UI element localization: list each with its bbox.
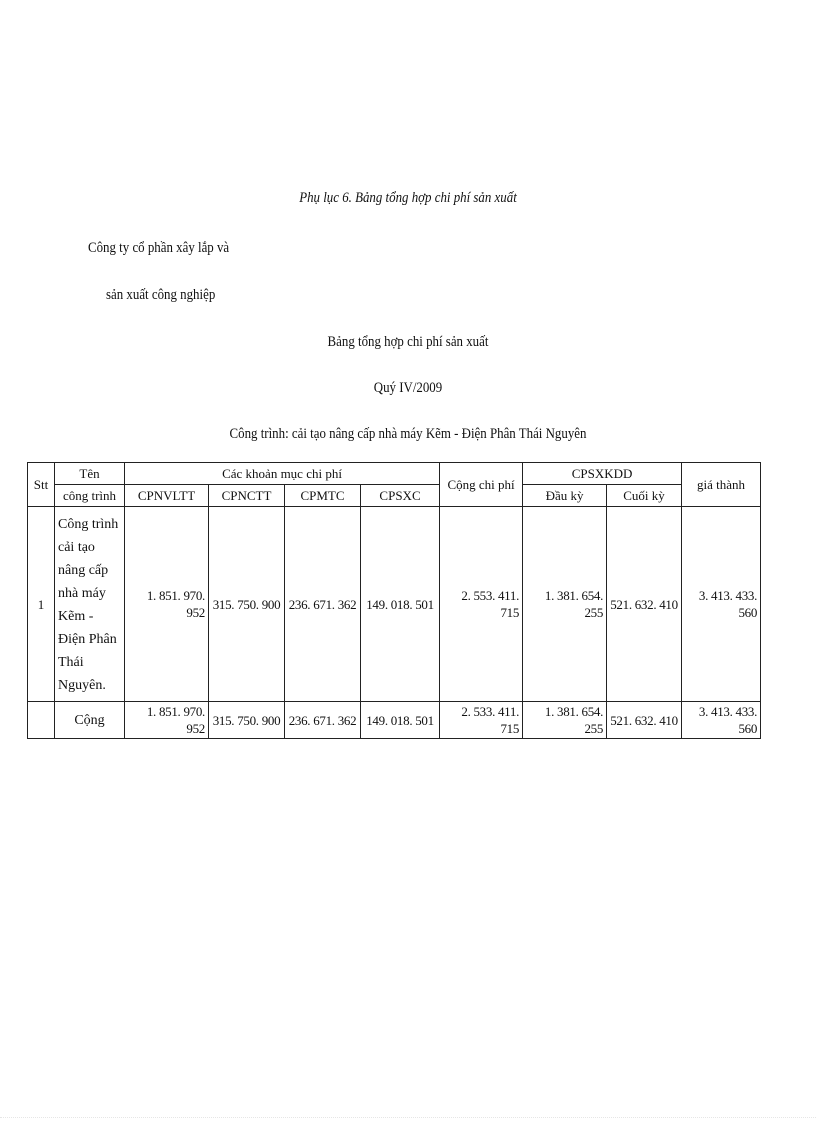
total-dau-ky: 1. 381. 654. 255 bbox=[523, 702, 607, 739]
header-row-1 bbox=[28, 463, 761, 485]
header-cpsxkdd: CPSXKDD bbox=[523, 463, 682, 485]
header-stt: Stt bbox=[28, 463, 55, 507]
appendix-title: Phụ lục 6. Bảng tổng hợp chi phí sản xuất bbox=[299, 190, 517, 206]
header-ten: Tên bbox=[55, 463, 125, 485]
total-cpnvltt: 1. 851. 970. 952 bbox=[125, 702, 209, 739]
header-gia-thanh: giá thành bbox=[682, 463, 761, 507]
report-period: Quý IV/2009 bbox=[373, 380, 443, 396]
page-bottom-rule bbox=[0, 1117, 816, 1119]
total-stt bbox=[28, 702, 55, 739]
cell-project-name: Công trình cải tạo nâng cấp nhà máy Kẽm - Điện Phân Thái Nguyên. bbox=[55, 507, 125, 702]
cell-cpnvltt: 1. 851. 970. 952 bbox=[125, 507, 209, 702]
header-cpmtc: CPMTC bbox=[285, 485, 361, 507]
total-row bbox=[28, 702, 761, 739]
total-cuoi-ky: 521. 632. 410 bbox=[607, 702, 682, 739]
total-cpnctt: 315. 750. 900 bbox=[209, 702, 285, 739]
total-label: Cộng bbox=[55, 702, 125, 739]
production-cost-table bbox=[27, 462, 761, 739]
header-row-2 bbox=[28, 485, 761, 507]
cell-cpnctt: 315. 750. 900 bbox=[209, 507, 285, 702]
header-dau-ky: Đầu kỳ bbox=[523, 485, 607, 507]
header-cong-trinh: công trình bbox=[55, 485, 125, 507]
header-cuoi-ky: Cuối kỳ bbox=[607, 485, 682, 507]
header-cpsxc: CPSXC bbox=[361, 485, 440, 507]
cell-cuoi-ky: 521. 632. 410 bbox=[607, 507, 682, 702]
cell-dau-ky: 1. 381. 654. 255 bbox=[523, 507, 607, 702]
cell-cpmtc: 236. 671. 362 bbox=[285, 507, 361, 702]
total-cong-chi-phi: 2. 533. 411. 715 bbox=[440, 702, 523, 739]
company-name-line-2: sản xuất công nghiệp bbox=[106, 287, 216, 303]
total-cpsxc: 149. 018. 501 bbox=[361, 702, 440, 739]
company-name-line-1: Công ty cổ phần xây lắp và bbox=[88, 240, 230, 256]
header-cpnvltt: CPNVLTT bbox=[125, 485, 209, 507]
report-title: Bảng tổng hợp chi phí sản xuất bbox=[327, 334, 489, 350]
project-line: Công trình: cải tạo nâng cấp nhà máy Kẽm - Điện Phân Thái Nguyên bbox=[229, 426, 587, 442]
cell-cong-chi-phi: 2. 553. 411. 715 bbox=[440, 507, 523, 702]
cell-cpsxc: 149. 018. 501 bbox=[361, 507, 440, 702]
cell-gia-thanh: 3. 413. 433. 560 bbox=[682, 507, 761, 702]
cell-stt: 1 bbox=[28, 507, 55, 702]
header-cost-items: Các khoản mục chi phí bbox=[125, 463, 440, 485]
header-cpnctt: CPNCTT bbox=[209, 485, 285, 507]
table-row bbox=[28, 507, 761, 702]
total-gia-thanh: 3. 413. 433. 560 bbox=[682, 702, 761, 739]
header-cong-chi-phi: Cộng chi phí bbox=[440, 463, 523, 507]
total-cpmtc: 236. 671. 362 bbox=[285, 702, 361, 739]
